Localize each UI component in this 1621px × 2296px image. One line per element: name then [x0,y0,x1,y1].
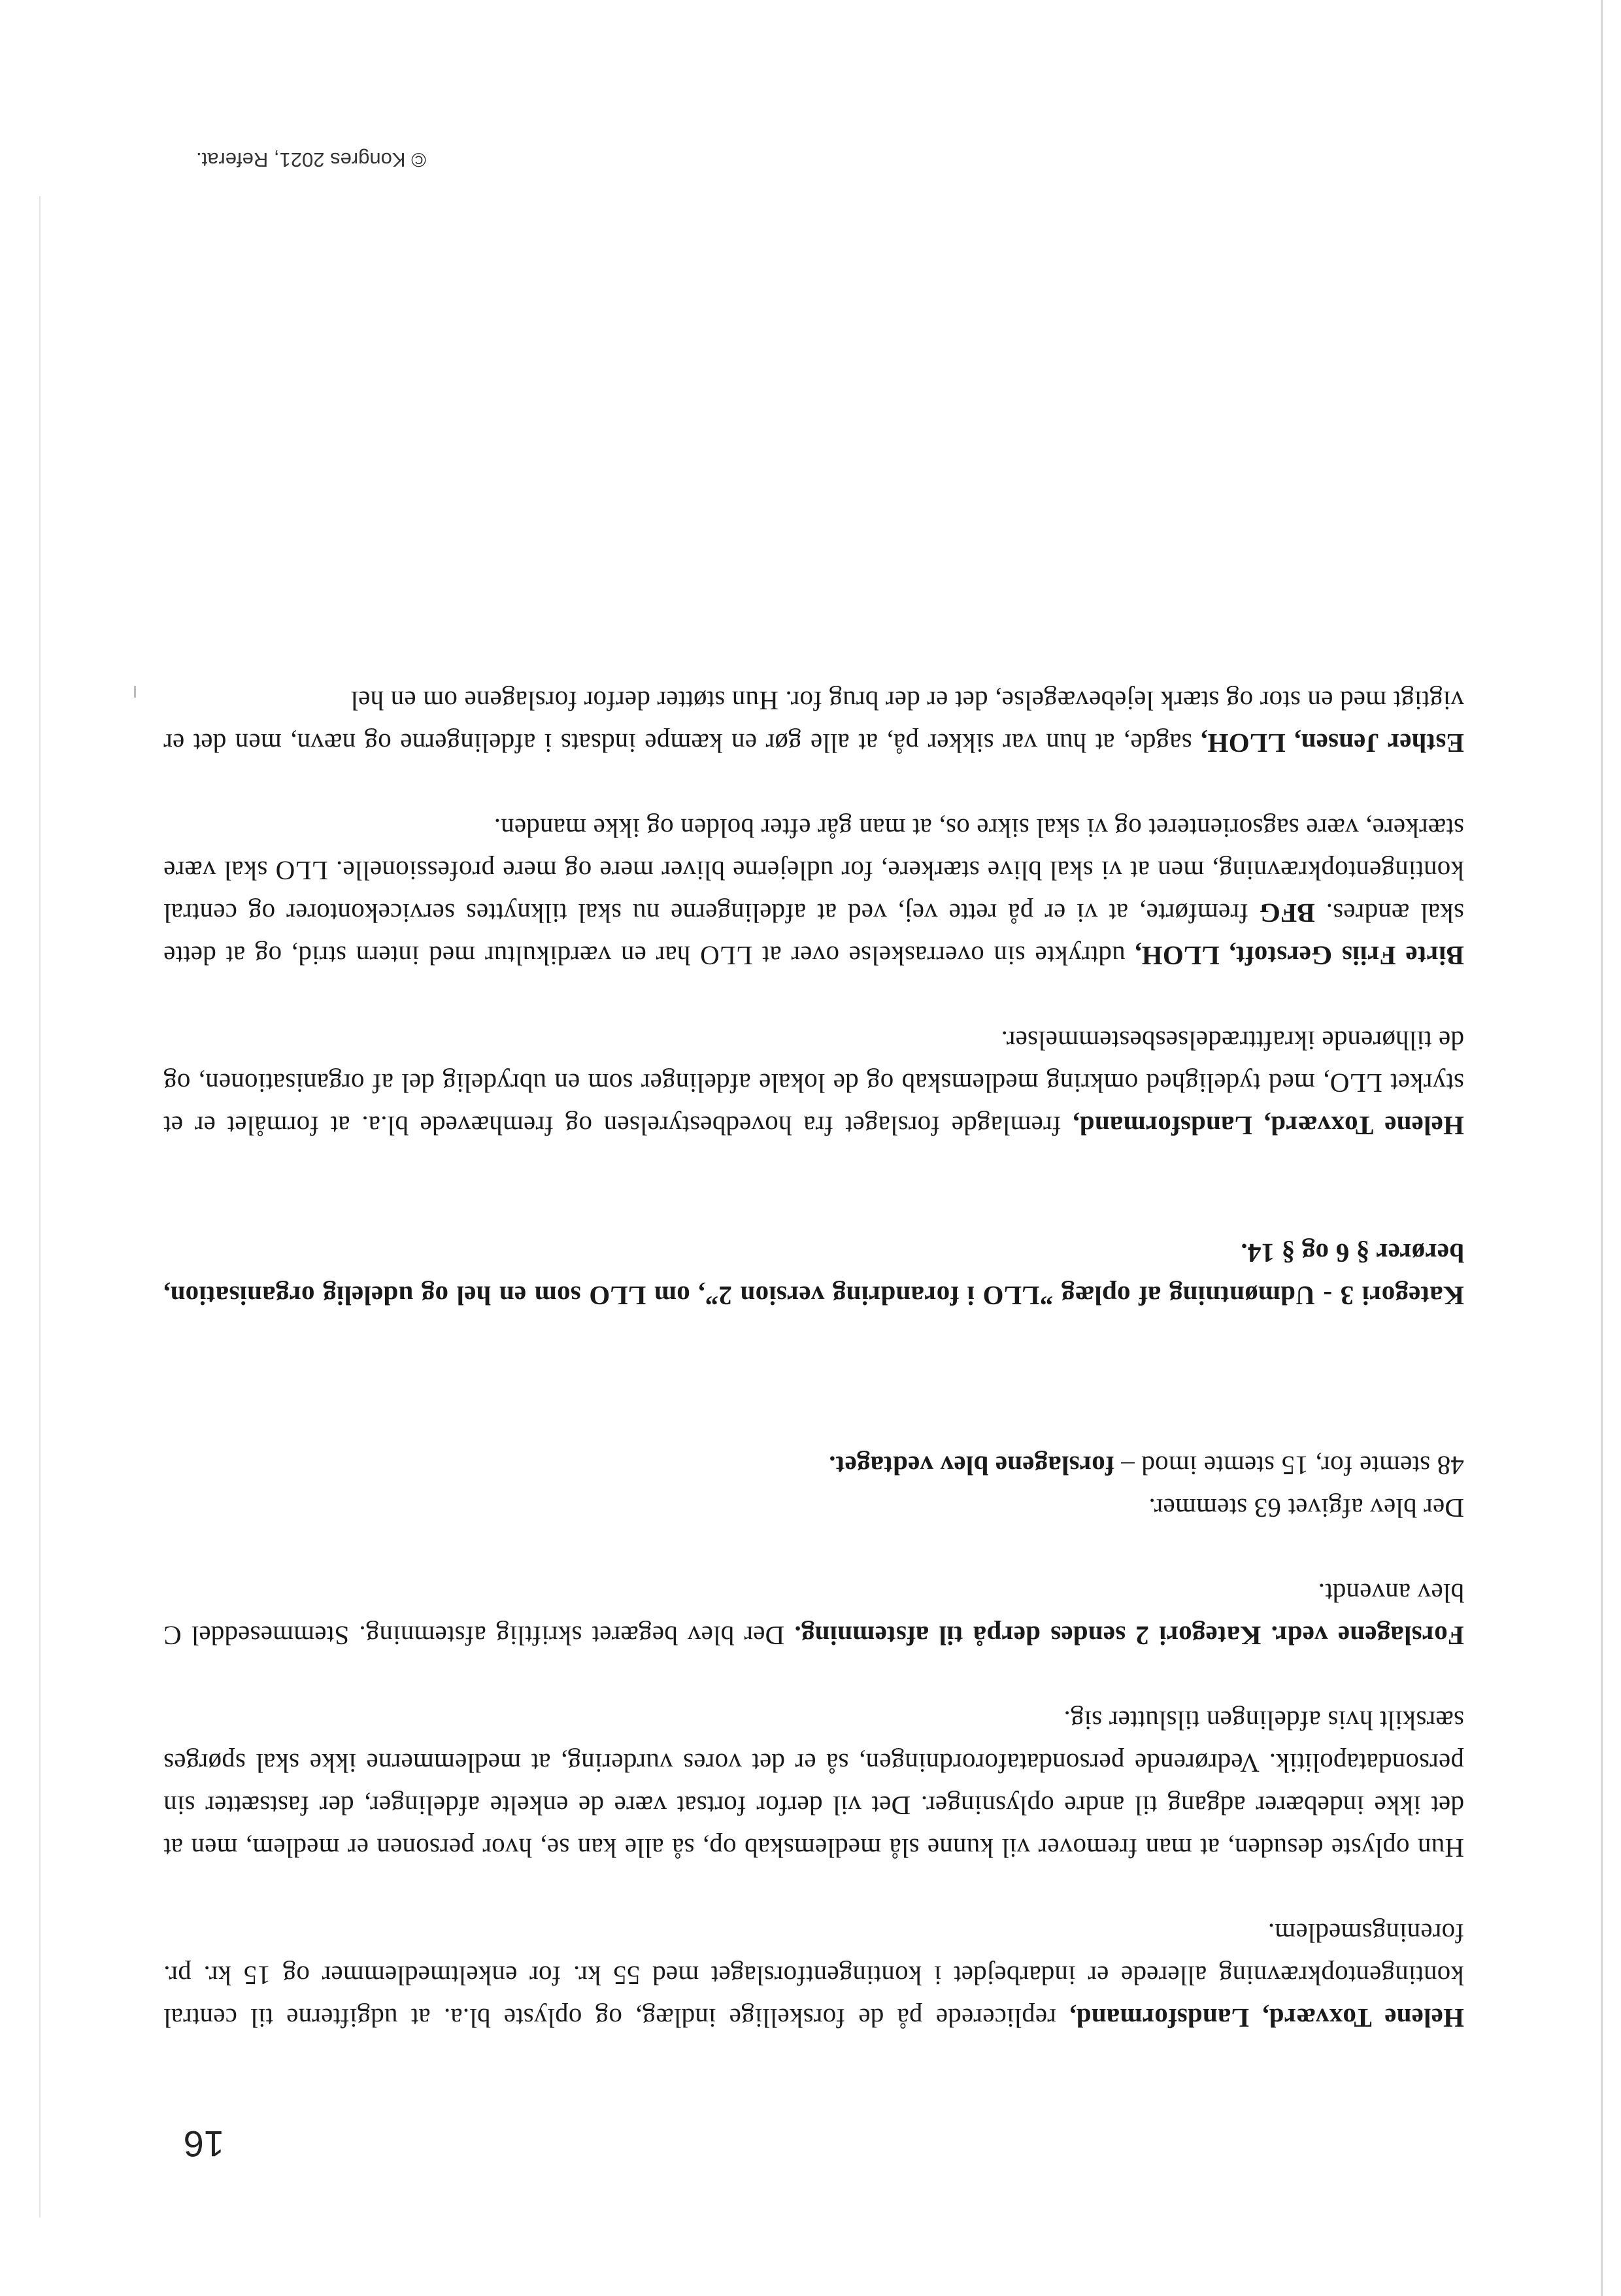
vote-result-outcome: forslagene blev vedtaget. [829,1451,1114,1481]
paragraph-text: fremlagde forslaget fra hovedbestyrelsen og fremhævede bl.a. at formålet er et styrket LLO, med tydelighed omkring medlemskab og de lokale afdelinger som en ubrydelig del af organisationen, og de tilhørende ikrafttrædelsesbestemmelser. [163,1026,1464,1141]
paragraph-helene-reply [163,1912,1464,2039]
page-body [163,679,1464,2039]
speaker-name: Birte Friis Gerstoft, LLOH, [1135,941,1464,971]
paragraph-text: Der blev begæret skriftlig afstemning. Stemmeseddel C blev anvendt. [163,1578,1464,1651]
paragraph-text: udtrykte sin overraskelse over at LLO har en værdikultur med intern strid, og at dette skal ændres. [163,898,1464,971]
vote-lead: Forslagene vedr. Kategori 2 sendes derpå til afstemning. [794,1621,1464,1651]
speaker-name: Helene Toxværd, Landsformand, [1073,1111,1464,1141]
speaker-initials: BFG [1259,898,1315,928]
paragraph-vote-category-2 [163,1572,1464,1657]
scan-speck [134,686,136,698]
speaker-name: Helene Toxværd, Landsformand, [1069,2003,1464,2033]
paragraph-helene-membership [163,1699,1464,1869]
scan-edge-shadow [1601,0,1603,2296]
scan-edge-shadow-right [39,196,41,2218]
footer-copyright: © Kongres 2021, Referat. [196,148,426,171]
speaker-name: Esther Jensen, LLOH, [1200,728,1464,758]
page-number: 16 [183,2123,224,2165]
paragraph-helene-proposal [163,1019,1464,1147]
paragraph-text: Hun oplyste desuden, at man fremover vil kunne slå medlemskab op, så alle kan se, hvor personen er medlem, men at det ikke indebærer adgang til andre oplysninger. Det vil derfor fortsat være de enkelte afdelinger, der fastsætter sin persondatapolitik. Vedrørende persondataforordningen, så er det vores vurdering, at medlemmerne ikke skal spørges særskilt hvis afdelingen tilslutter sig. [163,1706,1464,1863]
paragraph-vote-result [163,1444,1464,1487]
paragraph-birte [163,807,1464,977]
paragraph-text: 48 stemte for, 15 stemte imod – [1114,1451,1464,1481]
paragraph-text: Der blev afgivet 63 stemmer. [1148,1493,1464,1523]
paragraph-esther [163,679,1464,764]
paragraph-text: fremførte, at vi er på rette vej, ved at afdelingerne nu skal tilknyttes servicekontorer og central kontingentopkrævning, men at vi skal blive stærkere, for udlejerne bliver mere og mere professionelle. LLO skal være stærkere, være sagsorienteret og vi skal sikre os, at man går efter bolden og ikke manden. [163,813,1464,928]
section-heading-category-3: Kategori 3 - Udmøntning af oplæg ”LLO i forandring version 2”, om LLO som en hel og udelelig organisation, berører § 6 og § 14. [163,1238,1464,1311]
paragraph-votes-cast [163,1487,1464,1529]
paragraph-text: sagde, at hun var sikker på, at alle gør en kæmpe indsats i afdelingerne og nævn, men det er vigtigt med en stor og stærk lejebevægelse, det er der brug for. Hun støtter derfor forslagene om en hel [163,686,1464,758]
paragraph-text: replicerede på de forskellige indlæg, og oplyste bl.a. at udgifterne til central kontingentopkrævning allerede er indarbejdet i kontingentforslaget med 55 kr. for enkeltmedlemmer og 15 kr. pr. foreningsmedlem. [163,1918,1464,2033]
